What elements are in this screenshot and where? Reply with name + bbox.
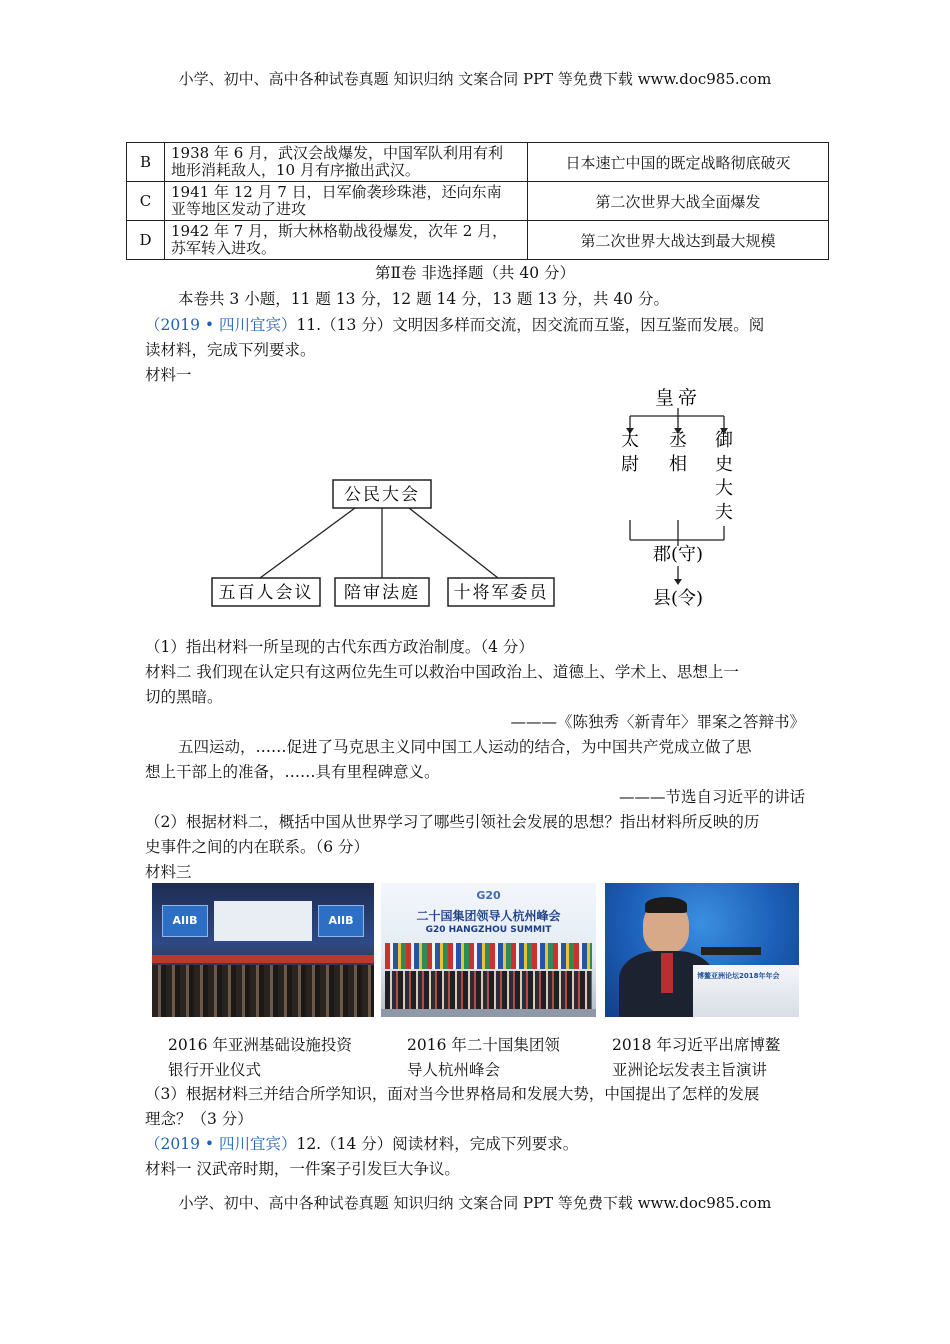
- option-event: 1942 年 7 月，斯大林格勒战役爆发，次年 2 月， 苏军转入进攻。: [165, 221, 528, 260]
- podium: [693, 965, 799, 1017]
- material2-text-2-cont: 想上干部上的准备，……具有里程碑意义。: [145, 763, 440, 781]
- taiwei-char1: 太: [621, 430, 639, 451]
- question-3: （3）根据材料三并结合所学知识，面对当今世界格局和发展大势，中国提出了怎样的发展: [145, 1085, 760, 1103]
- material1-label: 材料一: [145, 366, 192, 384]
- yushi-char2: 史: [715, 454, 733, 475]
- stage-edge: [152, 955, 374, 963]
- material2-text: 材料二 我们现在认定只有这两位先生可以救治中国政治上、道德上、学术上、思想上一: [145, 663, 739, 681]
- yushi-char3: 大: [715, 478, 733, 499]
- g20-sign-cn: 二十国集团领导人杭州峰会: [416, 909, 561, 923]
- q11-source: （2019 • 四川宜宾）: [145, 316, 297, 334]
- page-footer: 小学、初中、高中各种试卷真题 知识归纳 文案合同 PPT 等免费下载 www.doc985.com: [178, 1194, 772, 1212]
- boao-forum-photo: [605, 883, 799, 1017]
- aiib-sign-right: AIIB: [318, 905, 364, 937]
- question-2-cont: 史事件之间的内在联系。（6 分）: [145, 838, 370, 856]
- table-row: [127, 182, 829, 221]
- photo2-caption: 2016 年二十国集团领: [407, 1036, 560, 1054]
- photo1-caption: 2016 年亚洲基础设施投资: [168, 1036, 352, 1054]
- qin-centralization-diagram: [610, 378, 760, 610]
- option-letter: B: [127, 143, 165, 182]
- option-event: 1941 年 12 月 7 日，日军偷袭珍珠港，还向东南 亚等地区发动了进攻: [165, 182, 528, 221]
- photo3-caption: 2018 年习近平出席博鳌: [612, 1036, 781, 1054]
- g20-sign-en: G20 HANGZHOU SUMMIT: [425, 925, 552, 935]
- g20-summit-photo: [381, 883, 596, 1017]
- option-letter: D: [127, 221, 165, 260]
- platform: [381, 1009, 596, 1017]
- chengxiang-char1: 丞: [669, 430, 687, 451]
- table-row: [127, 143, 829, 182]
- photo2-caption-cont: 导人杭州峰会: [407, 1061, 501, 1079]
- assembly-label: 公民大会: [344, 485, 420, 505]
- aiib-opening-photo: [152, 883, 374, 1017]
- photo3-caption-cont: 亚洲论坛发表主旨演讲: [612, 1061, 768, 1079]
- material2-citation-2: ———节选自习近平的讲话: [618, 788, 805, 806]
- crowd: [152, 965, 374, 1017]
- q12-material1: 材料一 汉武帝时期，一件案子引发巨大争议。: [145, 1160, 460, 1178]
- flags-row: [385, 943, 592, 969]
- generals-label: 十将军委员: [453, 583, 549, 603]
- aiib-banner: [214, 901, 312, 941]
- question-1: （1）指出材料一所呈现的古代东西方政治制度。（4 分）: [145, 638, 534, 656]
- page-header: 小学、初中、高中各种试卷真题 知识归纳 文案合同 PPT 等免费下载 www.doc985.com: [178, 70, 772, 88]
- podium-sign: 博鳌亚洲论坛2018年年会: [697, 972, 780, 980]
- material2-citation-1: ———《陈独秀〈新青年〉罪案之答辩书》: [510, 713, 805, 731]
- yushi-char1: 御: [715, 430, 733, 451]
- option-result: 第二次世界大战全面爆发: [528, 182, 829, 221]
- council-label: 五百人会议: [218, 583, 314, 603]
- photo1-caption-cont: 银行开业仪式: [168, 1061, 262, 1079]
- section-title: 第Ⅱ卷 非选择题（共 40 分）: [374, 264, 576, 282]
- chengxiang-char2: 相: [669, 454, 687, 475]
- q11-stem: （2019 • 四川宜宾）11.（13 分）文明因多样而交流，因交流而互鉴，因互鉴而发展。阅: [145, 316, 765, 334]
- options-table: [126, 142, 829, 260]
- option-result: 第二次世界大战达到最大规模: [528, 221, 829, 260]
- yushi-char4: 夫: [715, 502, 733, 523]
- q11-stem-cont: 读材料，完成下列要求。: [145, 341, 316, 359]
- g20-logo: G20: [476, 889, 501, 902]
- q12-source: （2019 • 四川宜宾）: [145, 1135, 297, 1153]
- emperor-label: 皇帝: [654, 387, 702, 409]
- county-label: 县(令): [652, 588, 704, 609]
- material3-label: 材料三: [145, 863, 192, 881]
- commandery-label: 郡(守): [652, 544, 704, 565]
- question-2: （2）根据材料二，概括中国从世界学习了哪些引领社会发展的思想？指出材料所反映的历: [145, 813, 760, 831]
- taiwei-char2: 尉: [621, 454, 639, 475]
- option-event: 1938 年 6 月，武汉会战爆发，中国军队利用有利 地形消耗敌人，10 月有序撤出武汉。: [165, 143, 528, 182]
- speaker-hair: [645, 897, 687, 913]
- microphones: [701, 947, 761, 955]
- aiib-sign-left: AIIB: [162, 905, 208, 937]
- court-label: 陪审法庭: [344, 583, 420, 603]
- athens-democracy-diagram: [205, 470, 565, 615]
- speaker-tie: [661, 953, 673, 993]
- option-result: 日本速亡中国的既定战略彻底破灭: [528, 143, 829, 182]
- section-description: 本卷共 3 小题，11 题 13 分，12 题 14 分，13 题 13 分，共 40 分。: [178, 290, 669, 308]
- q12-stem: （2019 • 四川宜宾）12.（14 分）阅读材料，完成下列要求。: [145, 1135, 579, 1153]
- table-row: [127, 221, 829, 260]
- material2-text-cont: 切的黑暗。: [145, 688, 223, 706]
- material2-text-2: 五四运动，……促进了马克思主义同中国工人运动的结合，为中国共产党成立做了思: [178, 738, 752, 756]
- option-letter: C: [127, 182, 165, 221]
- leaders-group: [385, 971, 592, 1009]
- question-3-cont: 理念？（3 分）: [145, 1110, 253, 1128]
